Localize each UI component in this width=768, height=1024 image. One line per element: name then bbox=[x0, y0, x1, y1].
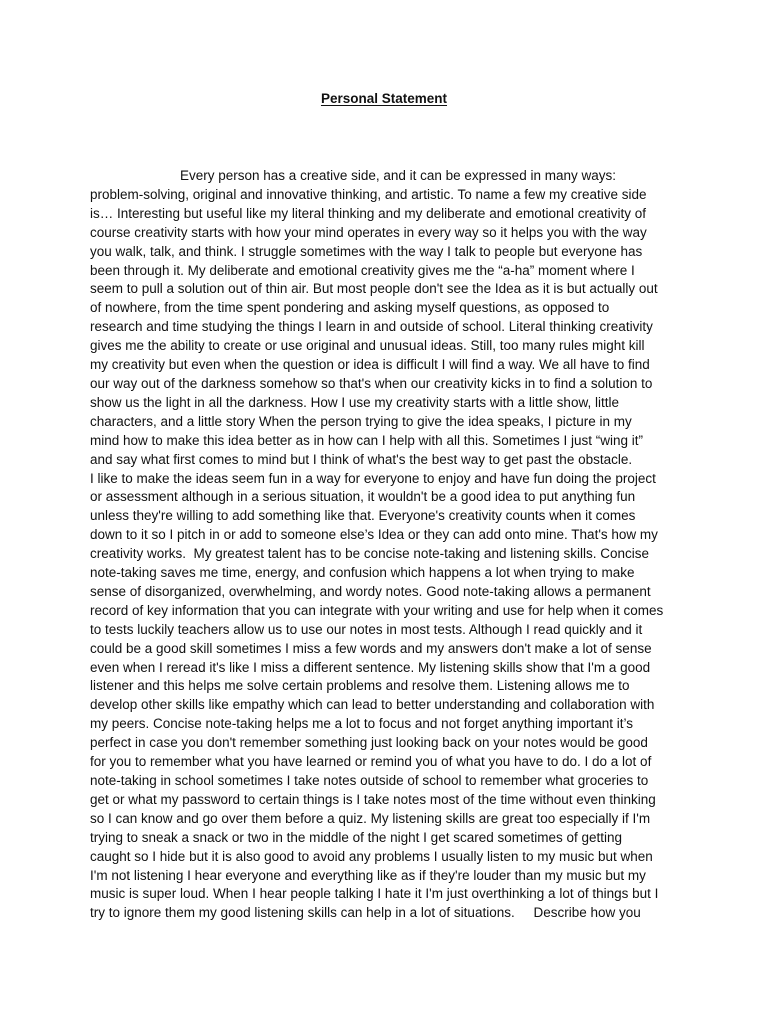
body-text-line: mind how to make this idea better as in how can I help with all this. Sometimes I just “wing it” bbox=[90, 432, 643, 448]
body-text-line: is… Interesting but useful like my literal thinking and my deliberate and emotional creativity of bbox=[90, 205, 647, 221]
body-text-line: could be a good skill sometimes I miss a few words and my answers don't make a lot of sense bbox=[90, 640, 652, 656]
body-text-line: unless they're willing to add something like that. Everyone's creativity counts when it comes bbox=[90, 508, 636, 524]
body-text-line: gives me the ability to create or use original and unusual ideas. Still, too many rules might kill bbox=[90, 338, 645, 354]
body-text-line: seem to pull a solution out of thin air. But most people don't see the Idea as it is but actually out bbox=[90, 281, 658, 297]
body-text-line: course creativity starts with how your mind operates in every way so it helps you with the way bbox=[90, 224, 647, 240]
body-text-line: I'm not listening I hear everyone and everything like as if they're louder than my music but my bbox=[90, 867, 646, 883]
body-text-line: and say what first comes to mind but I think of what's the best way to get past the obstacle. bbox=[90, 451, 633, 467]
body-text-line: you walk, talk, and think. I struggle sometimes with the way I talk to people but everyone has bbox=[90, 243, 643, 259]
body-text-line: even when I reread it's like I miss a different sentence. My listening skills show that I'm a good bbox=[90, 659, 651, 675]
body-text-line: record of key information that you can integrate with your writing and use for help when it comes bbox=[90, 602, 664, 618]
body-text-line: develop other skills like empathy which can lead to better understanding and collaboration with bbox=[90, 697, 655, 713]
body-text-line: get or what my password to certain things is I take notes most of the time without even thinking bbox=[90, 791, 656, 807]
body-text-line: research and time studying the things I learn in and outside of school. Literal thinking creativity bbox=[90, 319, 653, 335]
body-text-line: perfect in case you don't remember something just looking back on your notes would be good bbox=[90, 735, 648, 751]
body-text-line: of nowhere, from the time spent pondering and asking myself questions, as opposed to bbox=[90, 300, 610, 316]
body-text-line: note-taking in school sometimes I take notes outside of school to remember what groceries to bbox=[90, 773, 649, 788]
body-text-line: trying to sneak a snack or two in the middle of the night I get scared sometimes of getting bbox=[90, 829, 623, 845]
body-text-line: or assessment although in a serious situation, it wouldn't be a good idea to put anything fun bbox=[90, 489, 636, 505]
body-text-line: listener and this helps me solve certain problems and resolve them. Listening allows me to bbox=[90, 678, 630, 694]
document-title: Personal Statement bbox=[320, 91, 448, 106]
body-text-line: try to ignore them my good listening skills can help in a lot of situations. Describe how you bbox=[90, 905, 641, 921]
body-text-line: I like to make the ideas seem fun in a way for everyone to enjoy and have fun doing the project bbox=[90, 470, 656, 486]
body-text-line: sense of disorganized, overwhelming, and wordy notes. Good note-taking allows a permanent bbox=[90, 583, 651, 599]
body-text-line: to tests luckily teachers allow us to use our notes in most tests. Although I read quickly and it bbox=[90, 621, 643, 637]
body-text-line: my creativity but even when the question or idea is difficult I will find a way. We all have to find bbox=[90, 357, 650, 373]
body-text-line: so I can know and go over them before a quiz. My listening skills are great too especially if I'm bbox=[90, 810, 651, 826]
body-text-line: Every person has a creative side, and it can be expressed in many ways: bbox=[180, 168, 616, 183]
body-text-line: show us the light in all the darkness. How I use my creativity starts with a little show, little bbox=[90, 394, 619, 410]
document-title-heading bbox=[0, 91, 768, 106]
body-text-line: music is super loud. When I hear people talking I hate it I'm just overthinking a lot of things but I bbox=[90, 886, 659, 902]
body-text-line: caught so I hide but it is also good to avoid any problems I usually listen to my music but when bbox=[90, 848, 653, 864]
document-body bbox=[90, 167, 690, 923]
body-text-line: for you to remember what you have learned or remind you of what you have to do. I do a lot of bbox=[90, 754, 652, 770]
body-text-line: been through it. My deliberate and emotional creativity gives me the “a-ha” moment where I bbox=[90, 262, 635, 278]
body-text-line: problem-solving, original and innovative thinking, and artistic. To name a few my creative side bbox=[90, 186, 647, 202]
body-text-line: down to it so I pitch in or add to someone else’s Idea or they can add onto mine. That's how my bbox=[90, 527, 658, 543]
body-text-line: our way out of the darkness somehow so that's when our creativity kicks in to find a solution to bbox=[90, 375, 653, 391]
body-text-line: characters, and a little story When the person trying to give the idea speaks, I picture in my bbox=[90, 413, 632, 429]
body-text-line: my peers. Concise note-taking helps me a lot to focus and not forget anything important it’s bbox=[90, 716, 634, 732]
body-text-line: note-taking saves me time, energy, and confusion which happens a lot when trying to make bbox=[90, 565, 635, 581]
body-text-line: creativity works. My greatest talent has to be concise note-taking and listening skills. Concise bbox=[90, 546, 650, 562]
